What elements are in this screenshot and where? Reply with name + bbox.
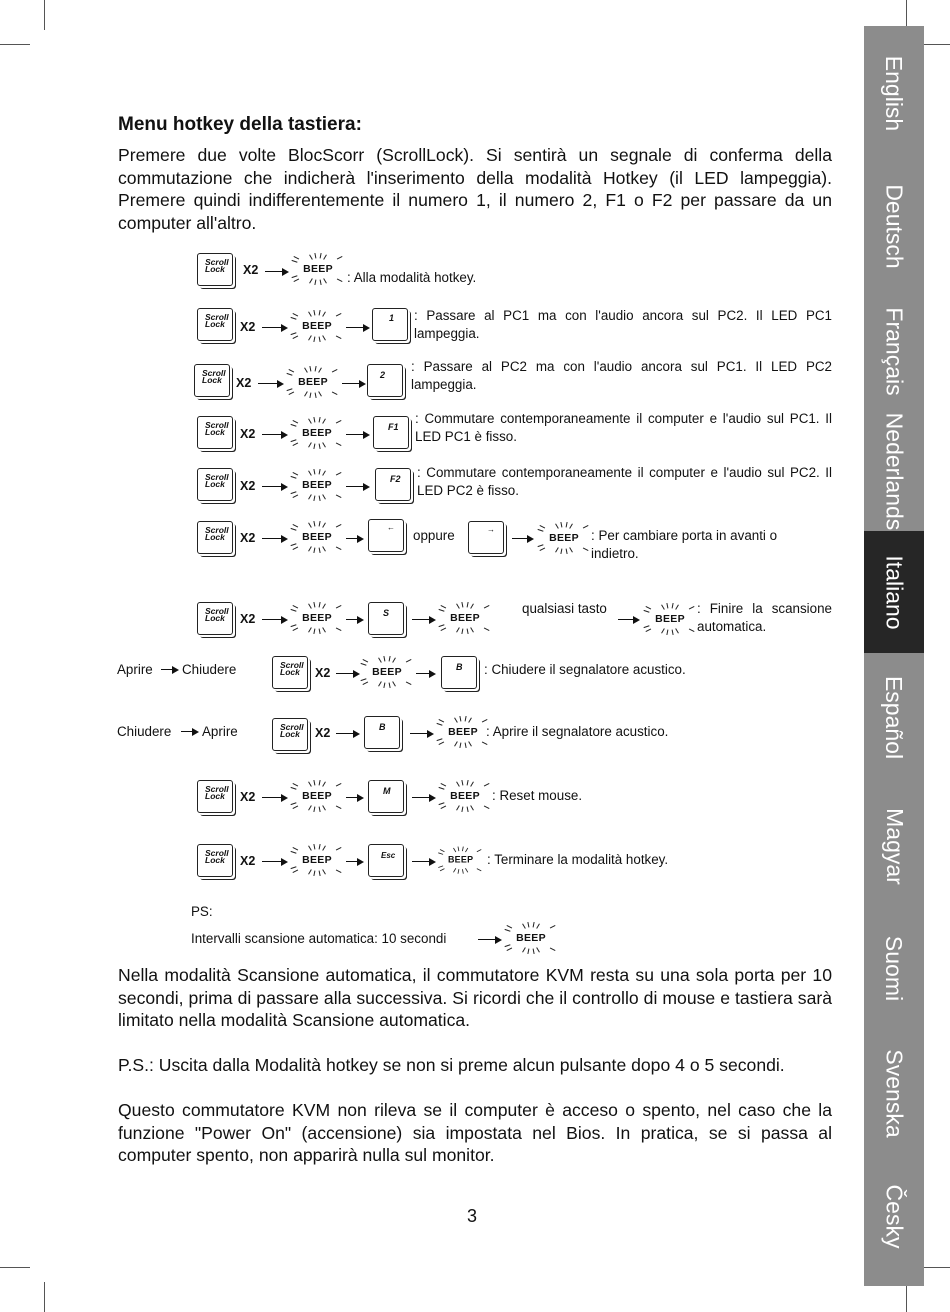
tab-magyar[interactable]: Magyar [881,807,908,885]
tab-espanol[interactable]: Español [881,675,908,759]
hotkey-step-enter [0,253,950,285]
tab-francais[interactable]: Français [881,306,908,396]
beep-icon: BEEP [288,469,346,503]
tab-nederlands[interactable]: Nederlands [881,412,908,530]
arrow-icon [416,673,434,674]
arrow-icon [346,327,368,328]
hotkey-step-key-1 [0,308,950,341]
scroll-lock-key: Scroll Lock [197,780,233,813]
x2-label: X2 [315,726,331,740]
hotkey-step-exit [0,842,950,868]
hotkey-step-beeper-off [0,654,950,680]
scroll-lock-key: Scroll Lock [197,521,233,554]
crop-mark [906,1282,907,1312]
scroll-lock-key: Scroll Lock [272,718,308,751]
to-label: Aprire [202,724,238,739]
arrow-icon [346,434,368,435]
arrow-icon [262,861,286,862]
tab-english[interactable]: English [881,55,908,132]
beep-icon: BEEP [436,847,485,876]
crop-mark [0,1267,30,1268]
section-heading: Menu hotkey della tastiera: [118,114,362,135]
crop-mark [44,1282,45,1312]
step-description: : Passare al PC2 ma con l'audio ancora sul PC1. Il LED PC2 lampeggia. [411,359,832,392]
beep-icon: BEEP [502,922,560,956]
ps-text: Intervalli scansione automatica: 10 secondi [191,931,447,946]
any-key-label: qualsiasi tasto [522,601,607,616]
beep-icon: BEEP [436,780,494,814]
key-s: S [368,602,404,635]
beep-icon: BEEP [288,602,346,636]
arrow-icon [262,327,286,328]
scroll-lock-key: Scroll Lock [197,416,233,449]
x2-label: X2 [243,263,259,277]
arrow-icon [262,486,286,487]
key-esc: Esc [368,844,404,877]
tab-suomi[interactable]: Suomi [881,935,908,1002]
tab-italiano[interactable]: Italiano [864,531,924,653]
beep-icon: BEEP [641,603,699,637]
arrow-icon [478,939,500,940]
key-b: B [441,656,477,689]
key-m: M [368,780,404,813]
hotkey-step-auto-scan [0,600,950,634]
scroll-lock-key: Scroll Lock [197,468,233,501]
hotkey-step-arrow-keys [0,519,950,561]
scroll-lock-key: Scroll Lock [197,602,233,635]
crop-mark [0,44,30,45]
beep-icon: BEEP [288,310,346,344]
arrow-icon [346,538,362,539]
scroll-lock-key: Scroll Lock [197,253,233,286]
ps-auto-scan-interval [0,921,950,946]
tab-svenska[interactable]: Svenska [881,1049,908,1138]
power-paragraph: Questo commutatore KVM non rileva se il computer è acceso o spento, nel caso che la funzione "Power On" (accensione) sia impostata nel Bios. In pratica, se si passa al computer spento, non apparirà nulla sul monitor. [118,1100,832,1165]
beep-icon: BEEP [436,602,494,636]
key-2: 2 [367,364,403,397]
arrow-icon [262,538,286,539]
beep-icon: BEEP [284,366,342,400]
arrow-icon [512,538,532,539]
x2-label: X2 [240,790,256,804]
arrow-icon [265,271,287,272]
arrow-icon [346,486,368,487]
hotkey-step-key-2 [0,359,950,392]
hotkey-step-beeper-on [0,716,950,740]
arrow-left-key: ← [368,519,404,552]
step-description: : Commutare contemporaneamente il computer e l'audio sul PC1. Il LED PC1 è fisso. [415,411,832,444]
arrow-icon [258,383,282,384]
arrow-icon [161,669,177,670]
beep-icon: BEEP [288,417,346,451]
beep-icon: BEEP [288,780,346,814]
from-label: Chiudere [117,724,172,739]
arrow-icon [262,797,286,798]
hotkey-step-key-f1 [0,411,950,444]
step-description: : Reset mouse. [492,788,583,803]
x2-label: X2 [240,531,256,545]
step-description: : Terminare la modalità hotkey. [487,852,669,867]
arrow-right-key: → [468,521,504,554]
arrow-icon [346,797,362,798]
scroll-lock-key: Scroll Lock [197,844,233,877]
x2-label: X2 [240,320,256,334]
or-label: oppure [413,528,455,543]
crop-mark [920,1267,950,1268]
step-description: : Commutare contemporaneamente il computer e l'audio sul PC2. Il LED PC2 è fisso. [417,465,832,498]
ps-paragraph: P.S.: Uscita dalla Modalità hotkey se non si preme alcun pulsante dopo 4 o 5 secondi. [118,1055,785,1075]
ps-label: PS: [191,904,213,919]
arrow-icon [262,619,286,620]
arrow-icon [336,733,358,734]
arrow-icon [342,383,364,384]
scroll-lock-key: Scroll Lock [197,308,233,341]
arrow-icon [262,434,286,435]
scroll-lock-key: Scroll Lock [272,656,308,689]
arrow-icon [410,733,432,734]
beep-icon: BEEP [288,844,346,878]
arrow-icon [618,619,638,620]
crop-mark [920,44,950,45]
language-tabs [864,26,924,1286]
scroll-lock-key: Scroll Lock [194,364,230,397]
step-description: : Passare al PC1 ma con l'audio ancora sul PC2. Il LED PC1 lampeggia. [414,308,832,341]
x2-label: X2 [236,376,252,390]
key-f2: F2 [375,468,411,501]
x2-label: X2 [240,854,256,868]
x2-label: X2 [240,479,256,493]
x2-label: X2 [240,427,256,441]
arrow-icon [181,731,197,732]
x2-label: X2 [240,612,256,626]
crop-mark [44,0,45,30]
arrow-icon [346,619,362,620]
beep-icon: BEEP [358,656,416,690]
intro-paragraph: Premere due volte BlocScorr (ScrollLock). Si sentirà un segnale di conferma della commutazione che indicherà l'inserimento della modalità Hotkey (il LED lampeggia). Premere quindi indifferentemente il numero 1, il numero 2, F1 o F2 per passare da un computer all'altro. [118,145,832,233]
beep-icon: BEEP [434,716,492,750]
step-description: : Aprire il segnalatore acustico. [486,724,669,739]
tab-cesky[interactable]: Česky [881,1184,908,1248]
beep-icon: BEEP [289,253,347,287]
step-description: : Alla modalità hotkey. [347,270,477,285]
hotkey-step-reset-mouse [0,778,950,804]
step-description: : Chiudere il segnalatore acustico. [484,662,686,677]
arrow-icon [412,797,434,798]
page-number: 3 [467,1206,478,1226]
arrow-icon [412,619,434,620]
beep-icon: BEEP [535,522,593,556]
tab-deutsch[interactable]: Deutsch [881,183,908,269]
arrow-icon [336,673,358,674]
arrow-icon [412,861,434,862]
auto-scan-paragraph: Nella modalità Scansione automatica, il commutatore KVM resta su una sola porta per 10 secondi, prima di passare alla successiva. Si ricordi che il controllo di mouse e tastiera sarà limitato nella modalità Scansione automatica. [118,965,832,1030]
x2-label: X2 [315,666,331,680]
key-f1: F1 [373,416,409,449]
key-1: 1 [372,308,408,341]
to-label: Chiudere [182,662,237,677]
from-label: Aprire [117,662,153,677]
arrow-icon [346,861,362,862]
step-description: : Finire la scansione automatica. [697,601,832,634]
beep-icon: BEEP [288,521,346,555]
key-b: B [364,716,400,749]
step-description: : Per cambiare porta in avanti o indietro. [591,528,778,561]
hotkey-step-key-f2 [0,465,950,498]
